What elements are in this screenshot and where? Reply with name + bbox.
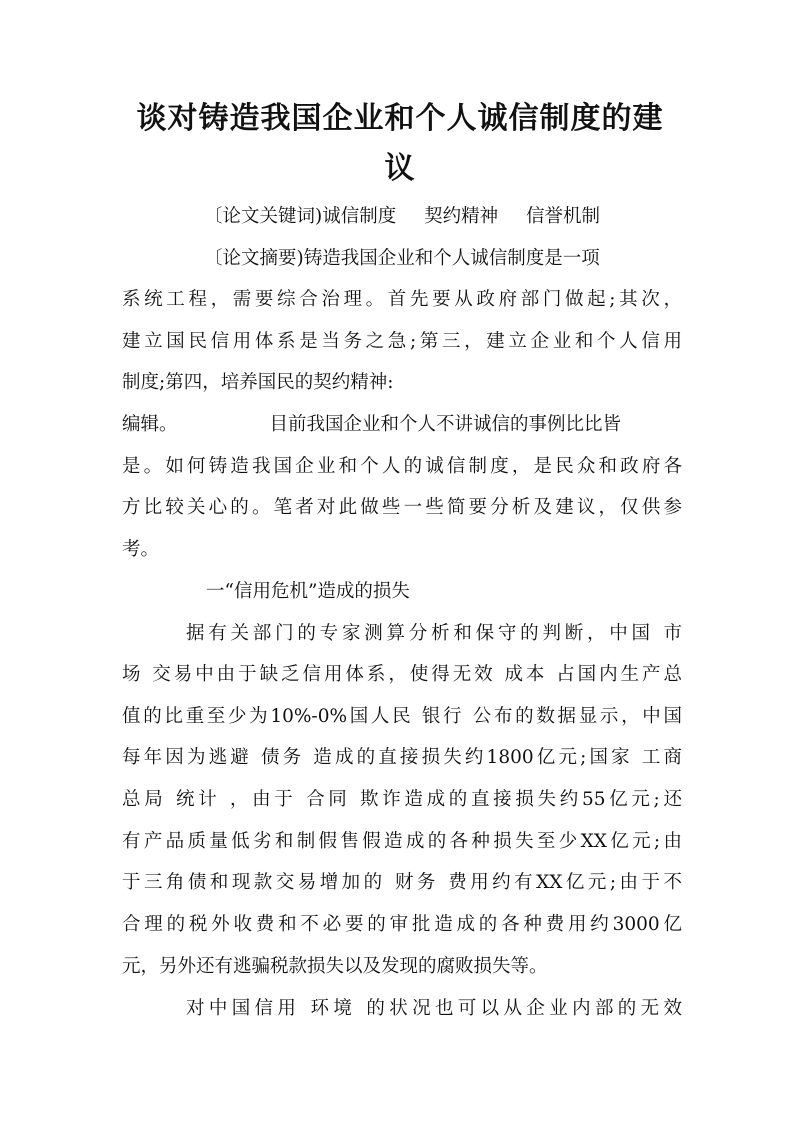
section-heading-1: 一“信用危机”造成的损失 <box>206 581 410 602</box>
section1-line-9: 元，另外还有逃骗税款损失以及发现的腐败损失等。 <box>122 956 548 977</box>
intro-line-3: 方比较关心的。笔者对此做些一些简要分析及建议，仅供参 <box>122 497 682 518</box>
intro-line-1-rest: 目前我国企业和个人不讲诚信的事例比比皆 <box>269 414 622 435</box>
section1-line-1: 据有关部门的专家测算分析和保守的判断，中国 市 <box>186 623 682 644</box>
section1-line-6: 有产品质量低劣和制假售假造成的各种损失至少XX亿元;由 <box>122 831 682 852</box>
keywords-label: 〔论文关键词)诚信制度 <box>204 206 397 227</box>
section1-line-5: 总局 统计 ，由于 合同 欺诈造成的直接损失约55亿元;还 <box>122 789 682 810</box>
editor-note: 编辑。 <box>122 414 178 435</box>
abstract-line-2: 系统工程，需要综合治理。首先要从政府部门做起;其次， <box>122 289 682 310</box>
intro-line-4: 考。 <box>122 539 160 560</box>
keyword-2: 契约精神 <box>424 206 499 227</box>
section1-line-2: 场 交易中由于缺乏信用体系，使得无效 成本 占国内生产总 <box>122 664 682 685</box>
paragraph-last-line: 对中国信用 环境 的状况也可以从企业内部的无效 <box>186 998 682 1019</box>
abstract-line-1: 〔论文摘要)铸造我国企业和个人诚信制度是一项 <box>204 248 600 269</box>
keywords-line <box>204 205 600 229</box>
intro-line-2: 是。如何铸造我国企业和个人的诚信制度，是民众和政府各 <box>122 456 682 477</box>
keyword-3: 信誉机制 <box>526 206 601 227</box>
title-line-1: 谈对铸造我国企业和个人诚信制度的建 <box>136 101 664 136</box>
abstract-line-3: 建立国民信用体系是当务之急;第三，建立企业和个人信用 <box>122 331 682 352</box>
document-title <box>110 94 690 194</box>
abstract-line-4: 制度;第四，培养国民的契约精神: <box>122 372 394 393</box>
title-line-2: 议 <box>384 151 416 186</box>
intro-line-1 <box>122 413 682 437</box>
section1-line-8: 合理的税外收费和不必要的审批造成的各种费用约3000亿 <box>122 914 682 935</box>
section1-line-7: 于三角债和现款交易增加的 财务 费用约有XX亿元;由于不 <box>122 872 682 893</box>
section1-line-4: 每年因为逃避 债务 造成的直接损失约1800亿元;国家 工商 <box>122 747 682 768</box>
section1-line-3: 值的比重至少为10%-0%国人民 银行 公布的数据显示，中国 <box>122 706 682 727</box>
